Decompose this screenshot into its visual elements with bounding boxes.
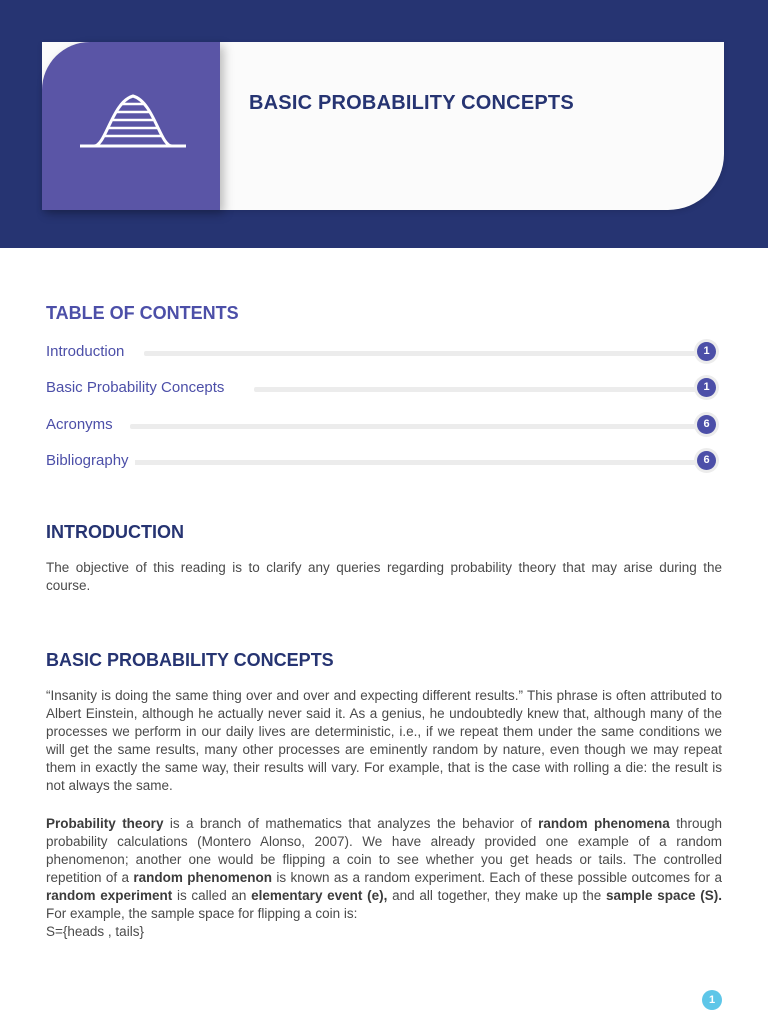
toc-page-badge: 1 bbox=[697, 378, 716, 397]
toc-item-label[interactable]: Introduction bbox=[46, 342, 130, 362]
basic-concepts-paragraph-2 bbox=[46, 815, 722, 923]
introduction-text: The objective of this reading is to clarify any queries regarding probability theory that may arise during the course. bbox=[46, 560, 722, 593]
toc-leader-line bbox=[130, 424, 710, 429]
introduction-heading: INTRODUCTION bbox=[46, 522, 184, 542]
paragraph-text-run: For example, the sample space for flipping a coin is: bbox=[46, 906, 358, 921]
toc-item[interactable] bbox=[46, 342, 720, 366]
toc-page-badge: 6 bbox=[697, 451, 716, 470]
toc-leader-line bbox=[144, 351, 710, 356]
bell-curve-icon bbox=[78, 92, 188, 152]
toc-leader-line bbox=[254, 387, 710, 392]
toc-item-label[interactable]: Bibliography bbox=[46, 451, 135, 471]
basic-concepts-heading: BASIC PROBABILITY CONCEPTS bbox=[46, 650, 334, 670]
toc-item[interactable] bbox=[46, 451, 720, 475]
term-random-experiment: random experiment bbox=[46, 888, 173, 903]
paragraph-text-run: and all together, they make up the bbox=[387, 888, 606, 903]
toc-heading: TABLE OF CONTENTS bbox=[46, 303, 239, 323]
sample-space-formula: S={heads , tails} bbox=[46, 924, 144, 939]
toc-page-badge: 1 bbox=[697, 342, 716, 361]
toc-item[interactable] bbox=[46, 378, 720, 402]
term-elementary-event: elementary event (e), bbox=[251, 888, 388, 903]
paragraph-text-run: is called an bbox=[172, 888, 252, 903]
icon-tile bbox=[42, 42, 220, 210]
basic-concepts-paragraph-1: “Insanity is doing the same thing over and over and expecting different results.” This phrase is often attributed to Albert Einstein, although he actually never said it. As a genius, he undoubtedly knew that, although many of the processes we perform in our daily lives are deterministic, i.e., if we repeat them under the same conditions we will get the same results, many other processes are eminently random by nature, even though we may repeat them in exactly the same way, their results will vary. For example, that is the case with rolling a die: the result is not always the same. bbox=[46, 688, 722, 793]
paragraph-text-run: is a branch of mathematics that analyzes the behavior of bbox=[163, 816, 539, 831]
toc-page-badge: 6 bbox=[697, 415, 716, 434]
toc-item-label[interactable]: Basic Probability Concepts bbox=[46, 378, 230, 398]
toc-leader-line bbox=[132, 460, 710, 465]
document-title: BASIC PROBABILITY CONCEPTS bbox=[249, 92, 574, 114]
toc-item-label[interactable]: Acronyms bbox=[46, 415, 119, 435]
paragraph-text-run: is known as a random experiment. Each of these possible outcomes for a bbox=[272, 870, 723, 885]
term-probability-theory: Probability theory bbox=[46, 816, 164, 831]
paragraph-text-run: through probability calculations (Montero Alonso, 2007). We have already provided one example of a random phenomenon; another one would be flipping a coin to see whether you get heads or tails. The controlled repetition of a bbox=[46, 816, 723, 885]
term-random-phenomenon: random phenomenon bbox=[133, 870, 273, 885]
term-sample-space: sample space (S). bbox=[606, 888, 722, 903]
toc-item[interactable] bbox=[46, 415, 720, 439]
page-number-badge: 1 bbox=[702, 990, 722, 1010]
term-random-phenomena: random phenomena bbox=[538, 816, 670, 831]
